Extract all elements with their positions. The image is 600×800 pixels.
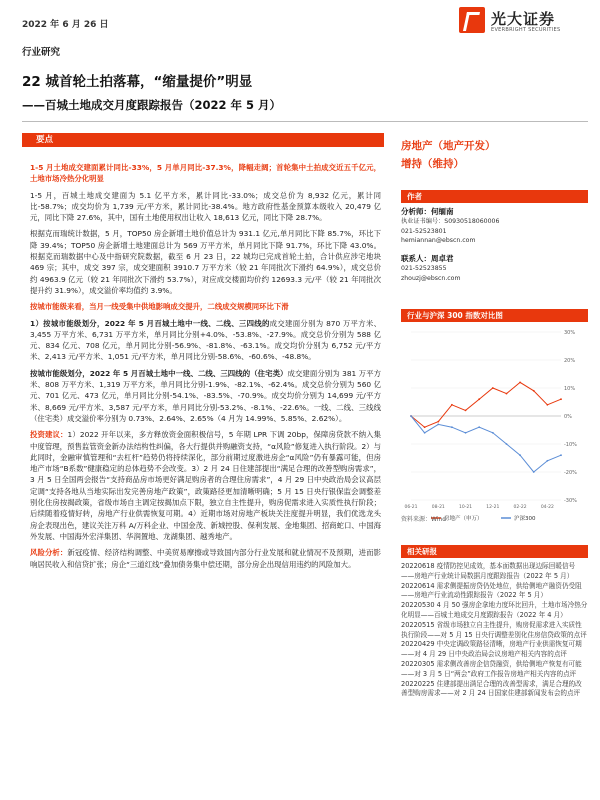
data-point (465, 432, 467, 434)
x-tick-label: 02-22 (513, 505, 527, 510)
data-point (533, 390, 535, 392)
x-tick-label: 04-22 (540, 505, 554, 510)
risk-label: 风险分析： (30, 548, 68, 558)
related-report-item[interactable]: 20220618 疫情防控见成效，基本面数据出现边际回暖信号——房地产行业统计局数据月度跟踪报告（2022 年 5 月） (401, 562, 576, 580)
investment-label: 投资建议： (30, 430, 68, 440)
y-tick-label: -30% (564, 498, 577, 504)
paragraph-top50: 根据克而瑞统计数据，5 月，TOP50 房企新增土地价值总计为 931.1 亿元,单月同比下降 85.7%，环比下降 39.4%；TOP50 房企新增土地建面总计为 569 万平方米，单月同比下降 91.7%，环比下降 43.0%。根据克而瑞数据中心及中指研究院数据，截至 6 月 23 日，22 城均已完成首轮土拍，合计供应涉宅地块 469 宗；其中，成交 397 宗，成交建面积 3910.7 万平方米（较 21 年同批次下滑约 64.9%），成交总价约 4963.9 亿元（较 21 年同批次下滑约 53.7%），对应成交楼面均价约 12693.3 元/平（较 21 年同批次提升约 31.9%），成交溢价率均值约 3.9%。 (30, 229, 381, 295)
related-report-item[interactable]: 20220530 4 月 50 强房企拿地力度环比回升，土地市场冷热分化明显——百城土地成交月度跟踪报告（2022 年 4 月） (401, 601, 588, 619)
legend-label: 沪深300 (514, 516, 536, 522)
rating-label: 增持（维持） (401, 158, 464, 170)
analyst-email[interactable]: hemiannan@ebscn.com (401, 236, 476, 244)
x-tick-label: 12-21 (486, 505, 500, 510)
data-point (424, 432, 426, 434)
related-reports-list (401, 562, 588, 699)
y-tick-label: 20% (564, 358, 576, 364)
contact-name: 周卓君 (431, 254, 454, 264)
data-point (519, 382, 521, 384)
data-point (506, 393, 508, 395)
legend-label: 房地产（申万） (444, 516, 483, 522)
page-subtitle: ——百城土地成交月度跟踪报告（2022 年 5 月） (22, 98, 282, 112)
company-logo (459, 6, 589, 38)
headline-land-volume: 1-5 月土地成交建面累计同比-33%，5 月单月同比-37.3%，降幅走阔；首轮集中土拍成交近五千亿元，土地市场冷热分化明显 (30, 163, 381, 184)
logo-subtext: EVERBRIGHT SECURITIES (491, 27, 561, 33)
data-point (437, 421, 439, 423)
author-block (401, 207, 588, 283)
logo-mark-icon (459, 7, 485, 33)
related-report-item[interactable]: 20220305 需求侧改善房企信贷融资，供给侧地产恢复有可能——对 3 月 5 日“两会”政府工作报告房地产相关内容的点评 (401, 659, 582, 678)
y-tick-label: -20% (564, 470, 577, 476)
data-point (560, 398, 562, 400)
report-type: 行业研究 (22, 47, 61, 58)
related-report-item[interactable]: 20220225 住建部提出满足合理的改善型需求，满足合理的改善型购房需求——对 2 月 24 日国家住建部新闻发布会的点评 (401, 679, 582, 698)
data-point (451, 426, 453, 428)
paragraph-residential-body: 成交建面分别为 381 万平方米、808 万平方米、1,319 万平方米，单月同比分别-1.9%、-82.1%、-62.4%。成交总价分别为 560 亿元、701 亿元、473 亿元，单月同比分别-54.1%、-83.5%、-70.9%。成交均价分别为 14,699 元/平方米、8,669 元/平方米、3,587 元/平方米，单月同比分别-53.2%、-8.1%、-22.6%。一线、二线、三线线（住宅类）成交溢价率分别为 0.73%、2.64%、2.65%（4 月为 14.99%、5.85%、2.62%）。 (30, 368, 381, 423)
series-line-realestate (411, 382, 561, 427)
headline-city-tier: 按城市能级来看，当月一线受集中供地影响成交提升，二线成交规模同环比下滑 (30, 302, 289, 312)
analyst-label: 分析师： (401, 207, 431, 216)
main-content (30, 162, 381, 575)
chart-source: 资料来源：Wind (401, 516, 447, 523)
analyst-phone: 021-52523801 (401, 227, 447, 235)
data-point (424, 426, 426, 428)
data-point (478, 426, 480, 428)
y-tick-label: -10% (564, 442, 577, 448)
index-comparison-chart (401, 320, 588, 530)
data-point (492, 387, 494, 389)
contact-email[interactable]: zhouzj@ebscn.com (401, 274, 461, 282)
related-report-item[interactable]: 20220429 中央定调政策路径清晰，房地产行业供需恢复可期——对 4 月 29 日中央政治局会议房地产相关内容的点评 (401, 640, 582, 659)
data-point (465, 410, 467, 412)
risk-body: 新冠疫情、经济结构调整、中美贸易摩擦或导致国内部分行业发展和就业情况不及预期，进而影响居民收入和信贷扩张；房企“三道红线”叠加债务集中偿还期，部分房企出现信用违约的风险加大。 (30, 548, 381, 569)
author-header: 作者 (401, 190, 588, 203)
chart-header: 行业与沪深 300 指数对比图 (401, 309, 588, 322)
data-point (519, 454, 521, 456)
paragraph-residential-lead: 按城市能级划分，2022 年 5 月百城土地中一线、二线、三四线的（住宅类） (30, 368, 288, 378)
x-tick-label: 08-21 (431, 505, 445, 510)
related-header: 相关研报 (401, 545, 588, 558)
investment-body: 1）2022 开年以来，多方释放资金面积极信号，5 年期 LPR 下调 20bp，保障房贷款不纳入集中度管理，预售监管资金新办法结构性纠偏，各大行提供并购融资支持，“α风险”修复进入执行阶段。2）与此同时，金融审慎管理和“去杠杆”趋势仍将持续深化，部分前期过度激进房企“α风险”仍有暴露可能，但房地产市场“B系数”健康稳定的总体趋势不会改变。3）2 月 24 日住建部提出“满足合理的改善型购房需求”，3 月 5 日全国两会报告“支持商品房市场更好满足购房者的合理住房需求”，4 月 29 日中央政治局会议高层定调“支持各地从当地实际出发完善房地产政策”，政策路径更加清晰明确；5 月 15 日央行银保监会调整差别化住房按揭政策，省级市场自主调定按揭加点下限，独立自主性提升，购房促需求进入实质性执行阶段；后续随着疫情好转，房地产行业供需恢复可期。4）近期市场对房地产板块关注度提升明显，我们优选龙头房企表现出色，建议关注万科 A/万科企业、中国金茂、新城控股、保利发展、金地集团、招商蛇口、中国海外发展、中国海外宏洋集团、华润置地、龙湖集团、越秀地产。 (30, 430, 381, 541)
x-tick-label: 06-21 (404, 505, 418, 510)
analyst-cert: 执业证书编号：S0930518060006 (401, 218, 500, 226)
y-tick-label: 30% (564, 330, 576, 336)
analyst-name: 何缅南 (431, 207, 454, 216)
summary-header: 要点 (22, 133, 384, 147)
y-tick-label: 0% (564, 414, 572, 420)
paragraph-city-tier-lead: 1）按城市能级划分，2022 年 5 月百城土地中一线、二线、三四线的 (30, 318, 270, 328)
paragraph-residential (30, 368, 381, 424)
data-point (410, 415, 412, 417)
data-point (546, 404, 548, 406)
related-report-item[interactable]: 20220515 省级市场独立自主性提升，购房促需求进入实质性执行阶段——对 5 月 15 日央行调整差别化住房信贷政策的点评 (401, 620, 587, 639)
paragraph-risk (30, 547, 381, 570)
data-point (546, 460, 548, 462)
paragraph-land-stats: 1-5 月，百城土地成交建面为 5.1 亿平方米，累计同比-33.0%；成交总价为 8,932 亿元，累计同比-58.7%；成交均价为 1,739 元/平方米，累计同比-38.4%。地方政府性基金预算本级收入 20,479 亿元，同比下降 27.6%，其中，国有土地使用权出让收入 18,613 亿元，同比下降 28.7%。 (30, 190, 381, 223)
data-point (437, 424, 439, 426)
paragraph-investment (30, 429, 381, 542)
contact-line (401, 254, 588, 264)
data-point (533, 471, 535, 473)
data-point (506, 443, 508, 445)
x-tick-label: 10-21 (459, 505, 473, 510)
paragraph-city-tier (30, 318, 381, 363)
industry-label: 房地产（地产开发） (401, 140, 496, 152)
report-date: 2022 年 6 月 26 日 (22, 20, 109, 30)
page-title: 22 城首轮土拍落幕，“缩量提价”明显 (22, 74, 253, 90)
data-point (492, 432, 494, 434)
data-point (451, 404, 453, 406)
related-report-item[interactable]: 20220614 需求侧提振房贷仍处地位，供给侧地产融资仍受阻——房地产行业流动性跟踪报告（2022 年 5 月） (401, 581, 582, 600)
contact-phone: 021-52523855 (401, 265, 447, 273)
contact-label: 联系人： (401, 254, 431, 264)
logo-text: 光大证券 (491, 10, 556, 28)
data-point (478, 398, 480, 400)
divider (22, 121, 588, 122)
analyst-line (401, 207, 588, 217)
y-tick-label: 10% (564, 386, 576, 392)
data-point (560, 454, 562, 456)
paragraph-city-tier-body: 成交建面分别为 870 万平方米、3,455 万平方米、6,731 万平方米，单月同比分别+4.0%、-53.8%、-27.9%。成交总价分别为 588 亿元、834 亿元、708 亿元，单月同比分别-56.9%、-81.8%、-63.1%。成交均价分别为 6,752 元/平方米、2,413 元/平方米、1,051 元/平方米，单月同比分别-58.6%、-60.6%、-48.8%。 (30, 318, 381, 362)
